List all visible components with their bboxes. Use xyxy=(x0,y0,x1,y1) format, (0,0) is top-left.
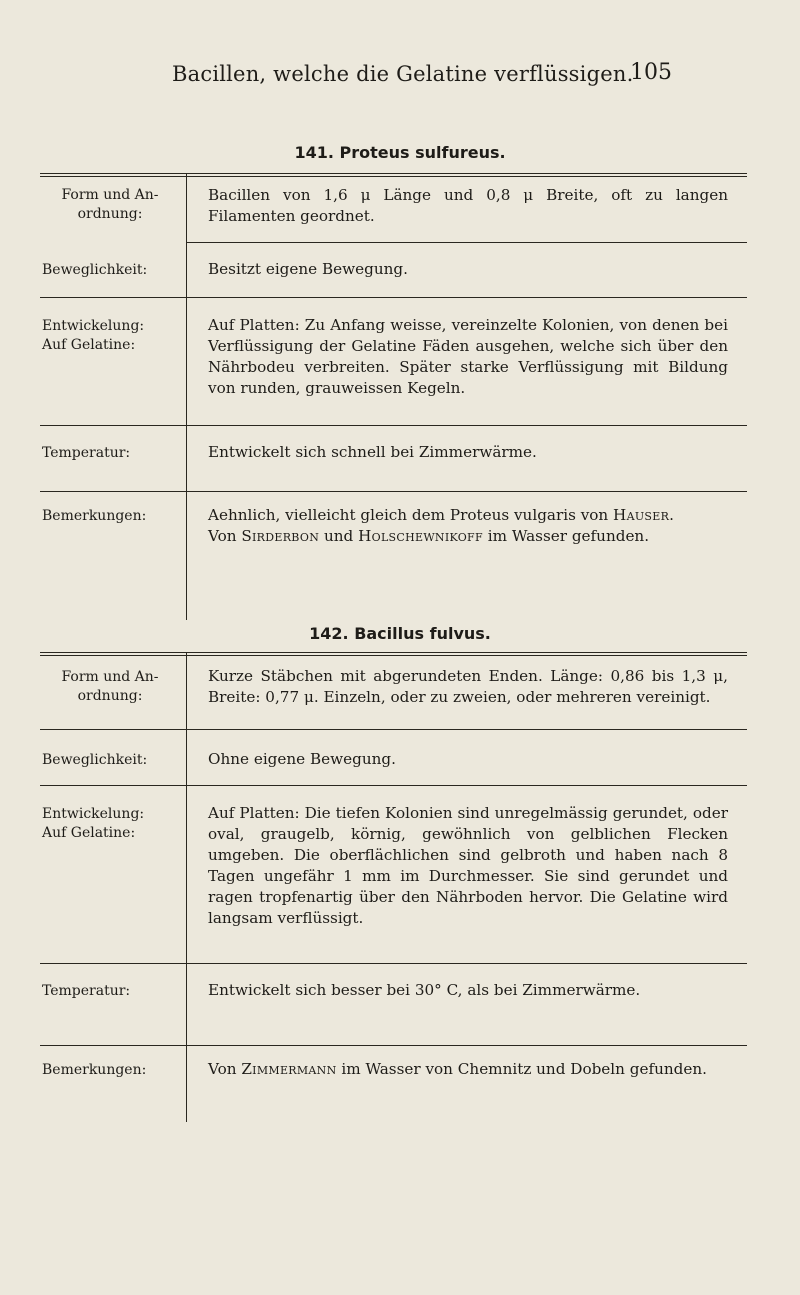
section-title-142: 142. Bacillus fulvus. xyxy=(309,624,491,643)
table-141 xyxy=(40,173,747,620)
bem-text-d: im Wasser gefunden. xyxy=(487,527,650,545)
label-form-2: Form und An- ordnung: xyxy=(61,669,159,704)
running-head: Bacillen, welche die Gelatine verflüssigen. xyxy=(172,62,634,86)
content-temperatur-2: Entwickelt sich besser bei 30° C, als bei Zimmerwärme. xyxy=(208,981,641,999)
bem2-text-b: im Wasser von Chemnitz und Dobeln gefunden. xyxy=(341,1060,707,1078)
content-beweglichkeit-2: Ohne eigene Bewegung. xyxy=(208,750,396,768)
content-bemerkungen: Aehnlich, vielleicht gleich dem Proteus vulgaris von Hauser. Von Sirderbon und Holschewnikoff im Wasser gefunden. xyxy=(208,506,674,545)
bem2-text-a: Von xyxy=(208,1060,237,1078)
author-sirderbon: Sirderbon xyxy=(241,527,320,545)
content-bemerkungen-2 xyxy=(208,1059,728,1080)
label-beweglichkeit-2: Beweglichkeit: xyxy=(42,752,148,768)
label-entwickelung-2: Entwickelung: Auf Gelatine: xyxy=(42,806,145,841)
label-beweglichkeit: Beweglichkeit: xyxy=(42,262,148,278)
content-form-2: Kurze Stäbchen mit abgerundeten Enden. Länge: 0,86 bis 1,3 μ, Breite: 0,77 μ. Einzeln, oder zu zweien, oder mehreren vereinigt. xyxy=(208,667,728,706)
label-form: Form und An- ordnung: xyxy=(61,187,159,222)
page-number: 105 xyxy=(630,60,672,85)
content-form: Bacillen von 1,6 μ Länge und 0,8 μ Breite, oft zu langen Filamenten geordnet. xyxy=(208,186,728,225)
label-entwickelung: Entwickelung: Auf Gelatine: xyxy=(42,318,145,353)
author-holschewnikoff: Holschewnikoff xyxy=(358,527,483,545)
author-zimmermann: Zimmermann xyxy=(241,1060,337,1078)
label-bemerkungen-2: Bemerkungen: xyxy=(42,1062,147,1078)
bem-text-a: Aehnlich, vielleicht gleich dem Proteus vulgaris von xyxy=(208,506,609,524)
author-hauser: Hauser xyxy=(613,506,670,524)
table-142 xyxy=(40,652,747,1122)
bem-text-b: Von xyxy=(208,527,237,545)
content-beweglichkeit: Besitzt eigene Bewegung. xyxy=(208,260,408,278)
bem-text-c: und xyxy=(323,527,354,545)
label-temperatur-2: Temperatur: xyxy=(42,983,131,999)
label-temperatur: Temperatur: xyxy=(42,445,131,461)
content-entwickelung-2: Auf Platten: Die tiefen Kolonien sind unregelmässig gerundet, oder oval, graugelb, körnig, gewöhnlich von gelblichen Flecken umgeben. Die oberflächlichen sind gelbroth und haben nach 8 Tagen ungefähr 1 mm im Durchmesser. Sie sind gerundet und ragen tropfenartig über den Nährboden hervor. Die Gelatine wird langsam verflüssigt. xyxy=(208,804,728,927)
content-entwickelung: Auf Platten: Zu Anfang weisse, vereinzelte Kolonien, von denen bei Verflüssigung der Gelatine Fäden ausgehen, welche sich über den Nährbodeu verbreiten. Später starke Verflüssigung mit Bildung von runden, grauweissen Kegeln. xyxy=(208,316,728,397)
content-temperatur: Entwickelt sich schnell bei Zimmerwärme. xyxy=(208,443,537,461)
label-bemerkungen: Bemerkungen: xyxy=(42,508,147,524)
section-title-141: 141. Proteus sulfureus. xyxy=(294,143,506,162)
